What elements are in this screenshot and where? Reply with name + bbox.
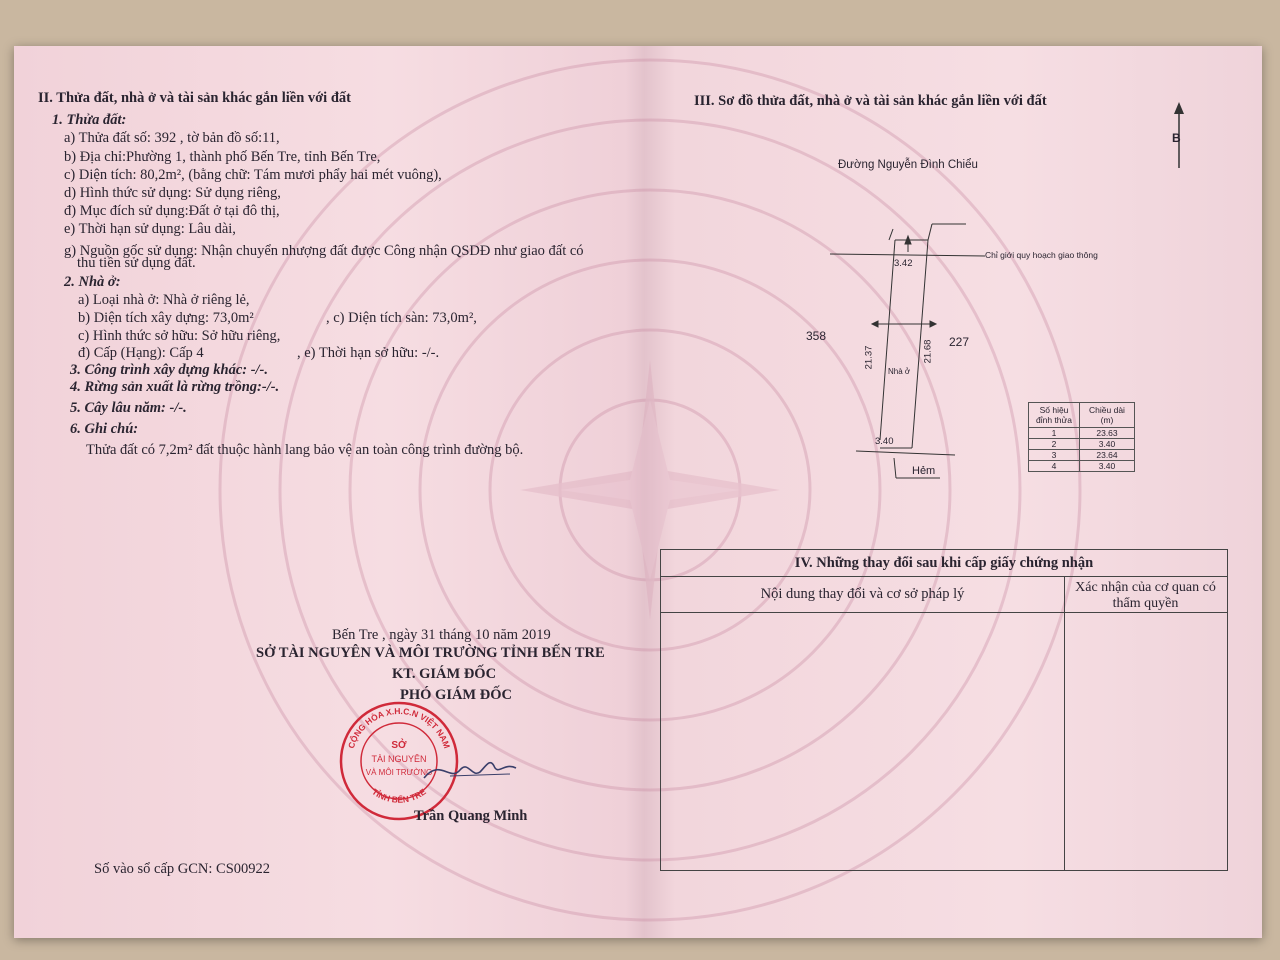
svg-text:CỘNG HÒA X.H.C.N VIỆT NAM: CỘNG HÒA X.H.C.N VIỆT NAM: [345, 705, 453, 750]
table-row: 1 23.63: [1029, 428, 1135, 439]
signer-position: PHÓ GIÁM ĐỐC: [400, 687, 512, 703]
changes-col-content: Nội dung thay đổi và cơ sở pháp lý: [760, 586, 965, 602]
table-header-length: Chiều dài (m): [1080, 403, 1135, 428]
svg-text:TỈNH BẾN TRE: TỈNH BẾN TRE: [370, 786, 428, 805]
house-heading: 2. Nhà ở:: [64, 274, 121, 290]
notes-heading: 6. Ghi chú:: [70, 421, 139, 437]
neighbor-left: 358: [806, 329, 827, 343]
table-row: 2 3.40: [1029, 439, 1135, 450]
north-label: B: [1172, 131, 1181, 145]
on-behalf-of: KT. GIÁM ĐỐC: [392, 666, 497, 682]
signer-name: Trần Quang Minh: [414, 808, 528, 824]
svg-text:TÀI NGUYÊN: TÀI NGUYÊN: [371, 754, 427, 764]
house-ownership-term: , e) Thời hạn sở hữu: -/-.: [297, 345, 440, 361]
house-built-area: b) Diện tích xây dựng: 73,0m²: [78, 310, 254, 326]
land-use-purpose: đ) Mục đích sử dụng:Đất ở tại đô thị,: [64, 203, 280, 219]
land-use-form: d) Hình thức sử dụng: Sử dụng riêng,: [64, 185, 281, 201]
alley-label: Hẻm: [912, 465, 936, 477]
house-floor-area: , c) Diện tích sàn: 73,0m²,: [326, 310, 477, 326]
registry-number: Số vào sổ cấp GCN: CS00922: [94, 861, 271, 877]
table-row: 3 23.64: [1029, 450, 1135, 461]
land-address: b) Địa chỉ:Phường 1, thành phố Bến Tre, tỉnh Bến Tre,: [64, 149, 381, 165]
land-parcel-number: a) Thửa đất số: 392 , tờ bản đồ số:11,: [64, 130, 280, 146]
table-header-vertex: Số hiệu đỉnh thửa: [1029, 403, 1080, 428]
section3-title: III. Sơ đồ thửa đất, nhà ở và tài sản khác gắn liền với đất: [694, 93, 1047, 109]
house-ownership: c) Hình thức sở hữu: Sở hữu riêng,: [78, 328, 281, 344]
svg-text:VÀ MÔI TRƯỜNG: VÀ MÔI TRƯỜNG: [365, 768, 433, 777]
land-heading: 1. Thửa đất:: [52, 112, 127, 128]
boundary-note: Chỉ giới quy hoạch giao thông: [985, 250, 1098, 260]
handwritten-signature: [420, 748, 520, 788]
table-row: 4 3.40: [1029, 461, 1135, 472]
planted-forest: 4. Rừng sản xuất là rừng trồng:-/-.: [70, 379, 280, 395]
neighbor-right: 227: [949, 335, 970, 349]
notes-text: Thửa đất có 7,2m² đất thuộc hành lang bảo vệ an toàn công trình đường bộ.: [86, 442, 524, 458]
svg-text:SỞ: SỞ: [391, 740, 407, 751]
dim-right: 21.68: [922, 339, 934, 364]
edge-length-table: [1028, 402, 1135, 472]
land-area: c) Diện tích: 80,2m², (bằng chữ: Tám mươi phẩy hai mét vuông),: [64, 167, 442, 183]
changes-table: [660, 549, 1228, 871]
perennial-trees: 5. Cây lâu năm: -/-.: [70, 400, 187, 416]
land-use-term: e) Thời hạn sử dụng: Lâu dài,: [64, 221, 236, 237]
road-name: Đường Nguyễn Đình Chiểu: [838, 159, 978, 171]
house-type: a) Loại nhà ở: Nhà ở riêng lẻ,: [78, 292, 250, 308]
dim-top: 3.42: [894, 258, 913, 269]
other-constructions: 3. Công trình xây dựng khác: -/-.: [70, 362, 269, 378]
dim-bottom: 3.40: [875, 436, 894, 447]
issuing-agency: SỞ TÀI NGUYÊN VÀ MÔI TRƯỜNG TỈNH BẾN TRE: [256, 645, 605, 661]
changes-col-confirmation: Xác nhận của cơ quan có thẩm quyền: [1075, 580, 1216, 611]
dim-left: 21.37: [863, 345, 875, 370]
section2-title: II. Thửa đất, nhà ở và tài sản khác gắn liền với đất: [38, 90, 351, 106]
house-label: Nhà ở: [888, 367, 911, 376]
land-origin: g) Nguồn gốc sử dụng: Nhận chuyển nhượng đất được Công nhận QSDĐ như giao đất có: [64, 243, 584, 259]
land-origin-cont: thu tiền sử dụng đất.: [77, 255, 196, 271]
section4-title: IV. Những thay đổi sau khi cấp giấy chứng nhận: [661, 550, 1227, 577]
issue-date: Bến Tre , ngày 31 tháng 10 năm 2019: [332, 627, 551, 643]
house-grade: đ) Cấp (Hạng): Cấp 4: [78, 345, 204, 361]
